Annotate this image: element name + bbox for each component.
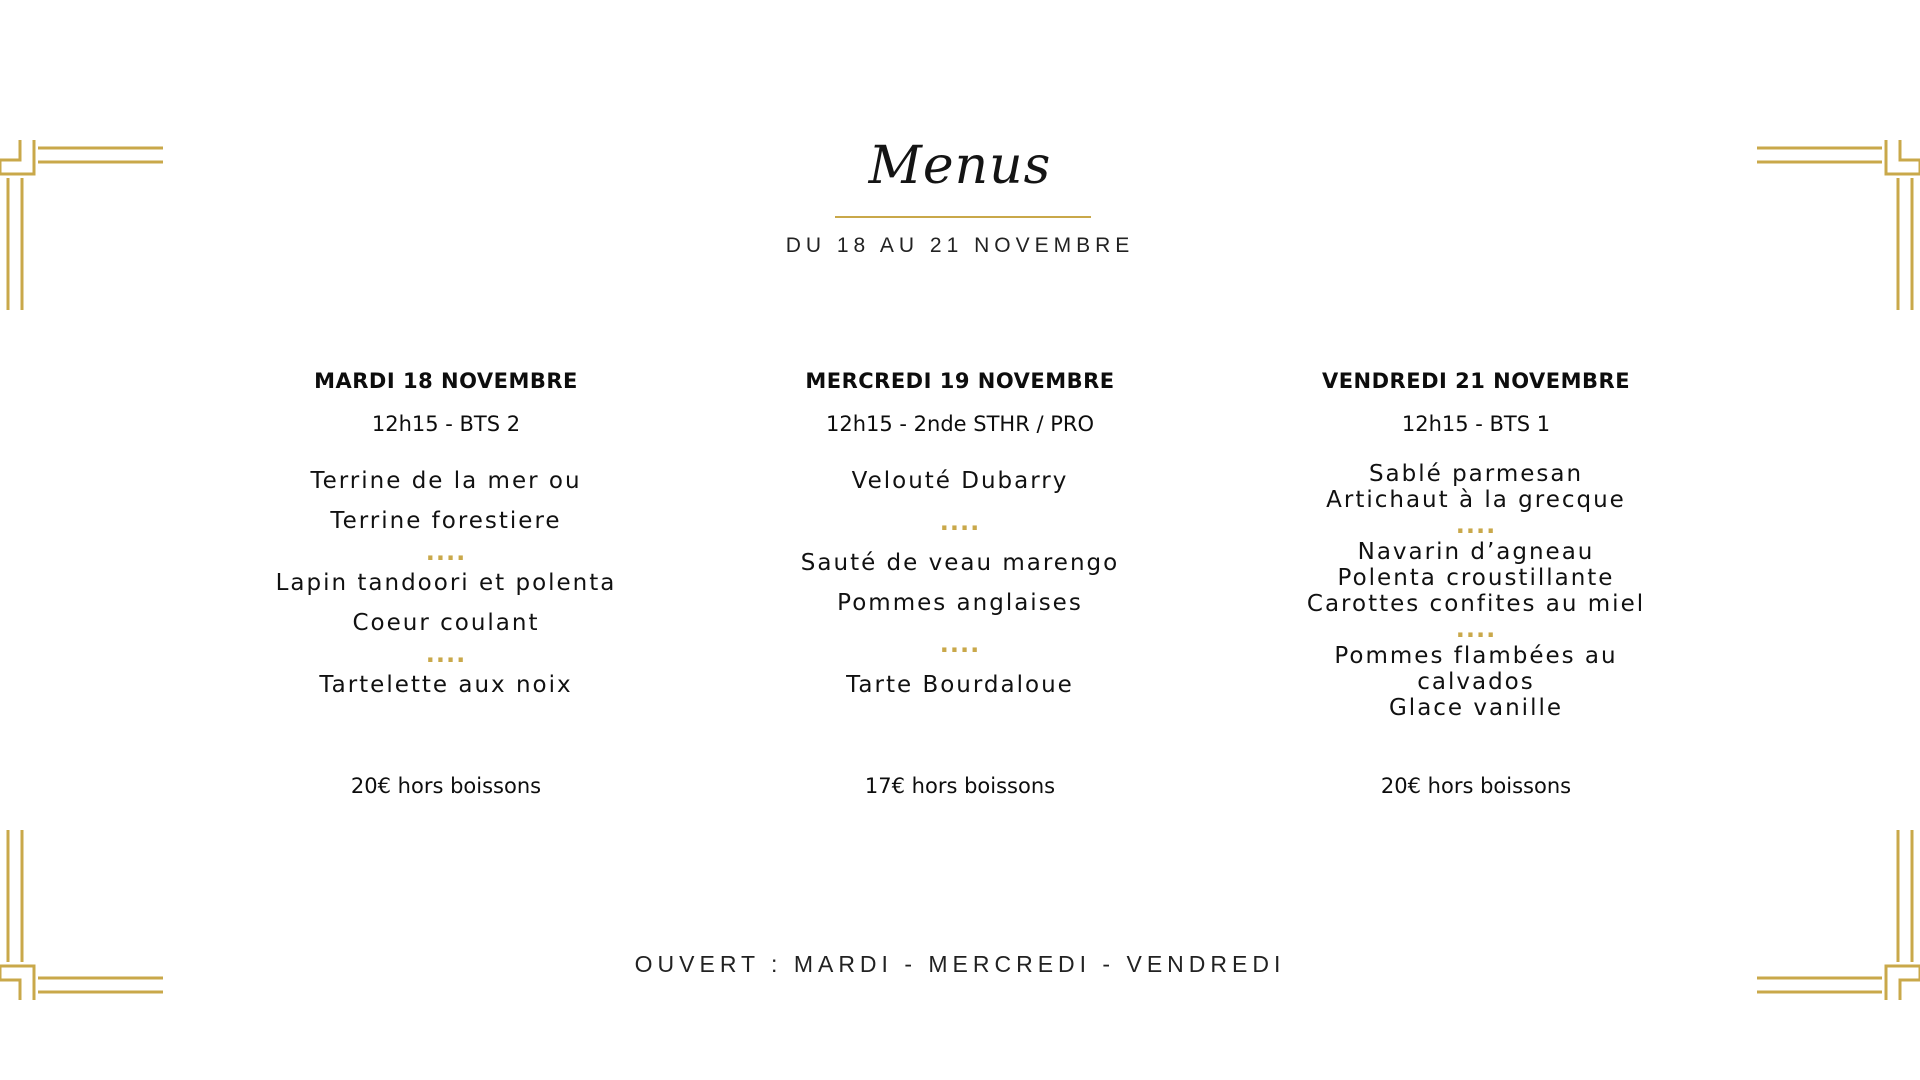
- course-separator: ....: [1455, 615, 1497, 643]
- menu-column-tuesday: [186, 366, 706, 816]
- course-separator: ....: [425, 640, 467, 668]
- course-separator: ....: [939, 508, 981, 536]
- dish-item: Velouté Dubarry: [851, 468, 1069, 494]
- dish-item: Coeur coulant: [352, 610, 540, 636]
- dish-item: Navarin d’agneau: [1357, 539, 1595, 565]
- dish-item: Polenta croustillante: [1337, 565, 1615, 591]
- dish-item: Lapin tandoori et polenta: [275, 570, 617, 596]
- title-underline: [835, 216, 1091, 218]
- menu-dishes: [186, 461, 706, 705]
- menu-price: 20€ hors boissons: [350, 774, 542, 798]
- dish-item: Glace vanille: [1388, 695, 1564, 721]
- course-separator: ....: [1455, 511, 1497, 539]
- dish-item: Terrine forestiere: [330, 508, 562, 534]
- menu-dishes: [700, 461, 1220, 705]
- menu-price: 20€ hors boissons: [1380, 774, 1572, 798]
- dish-item: Tartelette aux noix: [319, 672, 573, 698]
- date-range-subtitle: DU 18 AU 21 NOVEMBRE: [785, 234, 1135, 257]
- menu-session: 12h15 - BTS 1: [1401, 412, 1551, 436]
- dish-item: calvados: [1417, 669, 1535, 695]
- dish-item: Sablé parmesan: [1368, 461, 1584, 487]
- dish-item: Sauté de veau marengo: [800, 550, 1120, 576]
- menu-day-heading: VENDREDI 21 NOVEMBRE: [1321, 369, 1631, 393]
- menu-column-friday: [1216, 366, 1736, 816]
- opening-days-footer: OUVERT : MARDI - MERCREDI - VENDREDI: [634, 951, 1286, 977]
- dish-item: Terrine de la mer ou: [310, 468, 582, 494]
- dish-item: Artichaut à la grecque: [1326, 487, 1626, 513]
- dish-item: Pommes flambées au: [1334, 643, 1618, 669]
- menu-session: 12h15 - BTS 2: [371, 412, 521, 436]
- menu-dishes: [1216, 461, 1736, 721]
- dish-item: Pommes anglaises: [837, 590, 1083, 616]
- menu-session: 12h15 - 2nde STHR / PRO: [825, 412, 1095, 436]
- dish-item: Carottes confites au miel: [1306, 591, 1646, 617]
- menu-day-heading: MARDI 18 NOVEMBRE: [314, 369, 578, 393]
- page-title: Menus: [868, 136, 1052, 196]
- dish-item: Tarte Bourdaloue: [846, 672, 1074, 698]
- course-separator: ....: [939, 630, 981, 658]
- menu-column-wednesday: [700, 366, 1220, 816]
- menu-day-heading: MERCREDI 19 NOVEMBRE: [805, 369, 1115, 393]
- menu-price: 17€ hors boissons: [864, 774, 1056, 798]
- course-separator: ....: [425, 538, 467, 566]
